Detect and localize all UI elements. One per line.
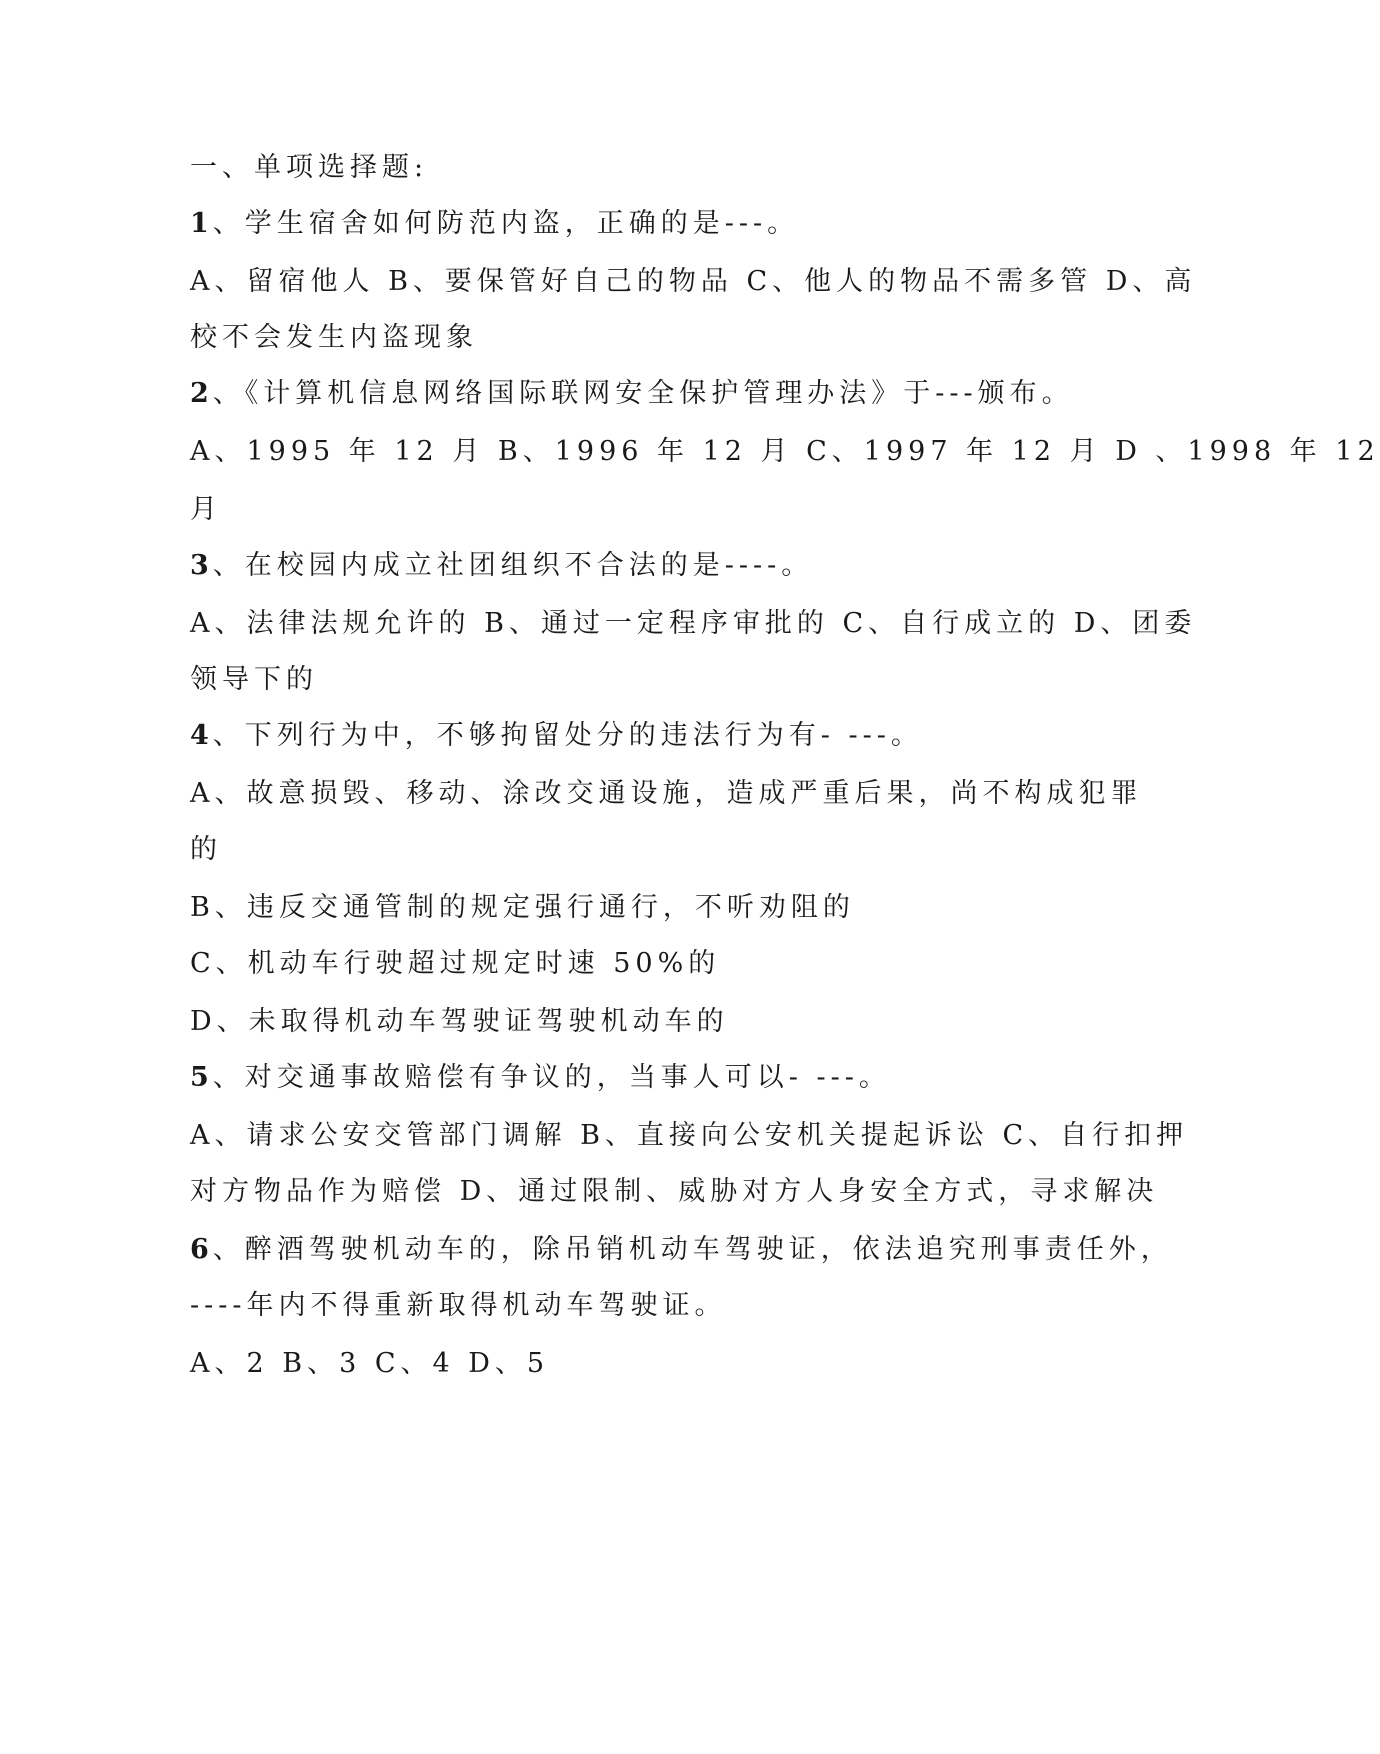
question-4-options-line-3: B、违反交通管制的规定强行通行，不听劝阻的 [190, 892, 855, 923]
question-1-stem [190, 204, 1070, 244]
question-4-options-line-1: A、故意损毁、移动、涂改交通设施，造成严重后果，尚不构成犯罪 [190, 778, 1143, 809]
question-number: 2 [190, 378, 209, 409]
question-1-options-line-2: 校不会发生内盗现象 [190, 322, 478, 353]
question-4-options-line-5: D、未取得机动车驾驶证驾驶机动车的 [190, 1006, 729, 1037]
section-title: 一、单项选择题: [190, 152, 429, 183]
question-number: 1 [190, 208, 209, 239]
question-5-options-line-2: 对方物品作为赔偿 D、通过限制、威胁对方人身安全方式，寻求解决 [190, 1176, 1159, 1207]
question-number: 3 [190, 550, 209, 581]
question-text: 、学生宿舍如何防范内盗，正确的是---。 [212, 208, 800, 239]
question-text: 、对交通事故赔偿有争议的，当事人可以- ---。 [212, 1062, 891, 1093]
question-5-stem [190, 1058, 1070, 1098]
question-text: 、在校园内成立社团组织不合法的是----。 [212, 550, 814, 581]
question-3-options-line-2: 领导下的 [190, 664, 318, 695]
question-2-stem [190, 374, 1074, 414]
question-number: 4 [190, 720, 209, 751]
question-3-options-line-1: A、法律法规允许的 B、通过一定程序审批的 C、自行成立的 D、团委 [190, 608, 1197, 639]
question-4-options-line-2: 的 [190, 834, 222, 865]
question-4-options-line-4: C、机动车行驶超过规定时速 50%的 [190, 948, 721, 979]
question-6-stem-continued: ----年内不得重新取得机动车驾驶证。 [190, 1290, 727, 1321]
question-6-options-line-1: A、2 B、3 C、4 D、5 [190, 1348, 550, 1379]
question-4-stem [190, 716, 1070, 756]
question-number: 5 [190, 1062, 209, 1093]
question-1-options-line-1: A、留宿他人 B、要保管好自己的物品 C、他人的物品不需多管 D、高 [190, 266, 1197, 297]
question-5-options-line-1: A、请求公安交管部门调解 B、直接向公安机关提起诉讼 C、自行扣押 [190, 1120, 1189, 1151]
question-3-stem [190, 546, 1070, 586]
question-2-options-line-1: A、1995 年 12 月 B、1996 年 12 月 C、1997 年 12 月 D 、1998 年 12 [190, 436, 1380, 467]
question-text: 、下列行为中，不够拘留处分的违法行为有- ---。 [212, 720, 923, 751]
question-2-options-line-2: 月 [190, 494, 222, 525]
question-6-stem [190, 1230, 1173, 1270]
question-text: 、《计算机信息网络国际联网安全保护管理办法》于---颁布。 [212, 378, 1074, 409]
question-text: 、醉酒驾驶机动车的，除吊销机动车驾驶证，依法追究刑事责任外， [212, 1234, 1173, 1265]
question-number: 6 [190, 1234, 209, 1265]
